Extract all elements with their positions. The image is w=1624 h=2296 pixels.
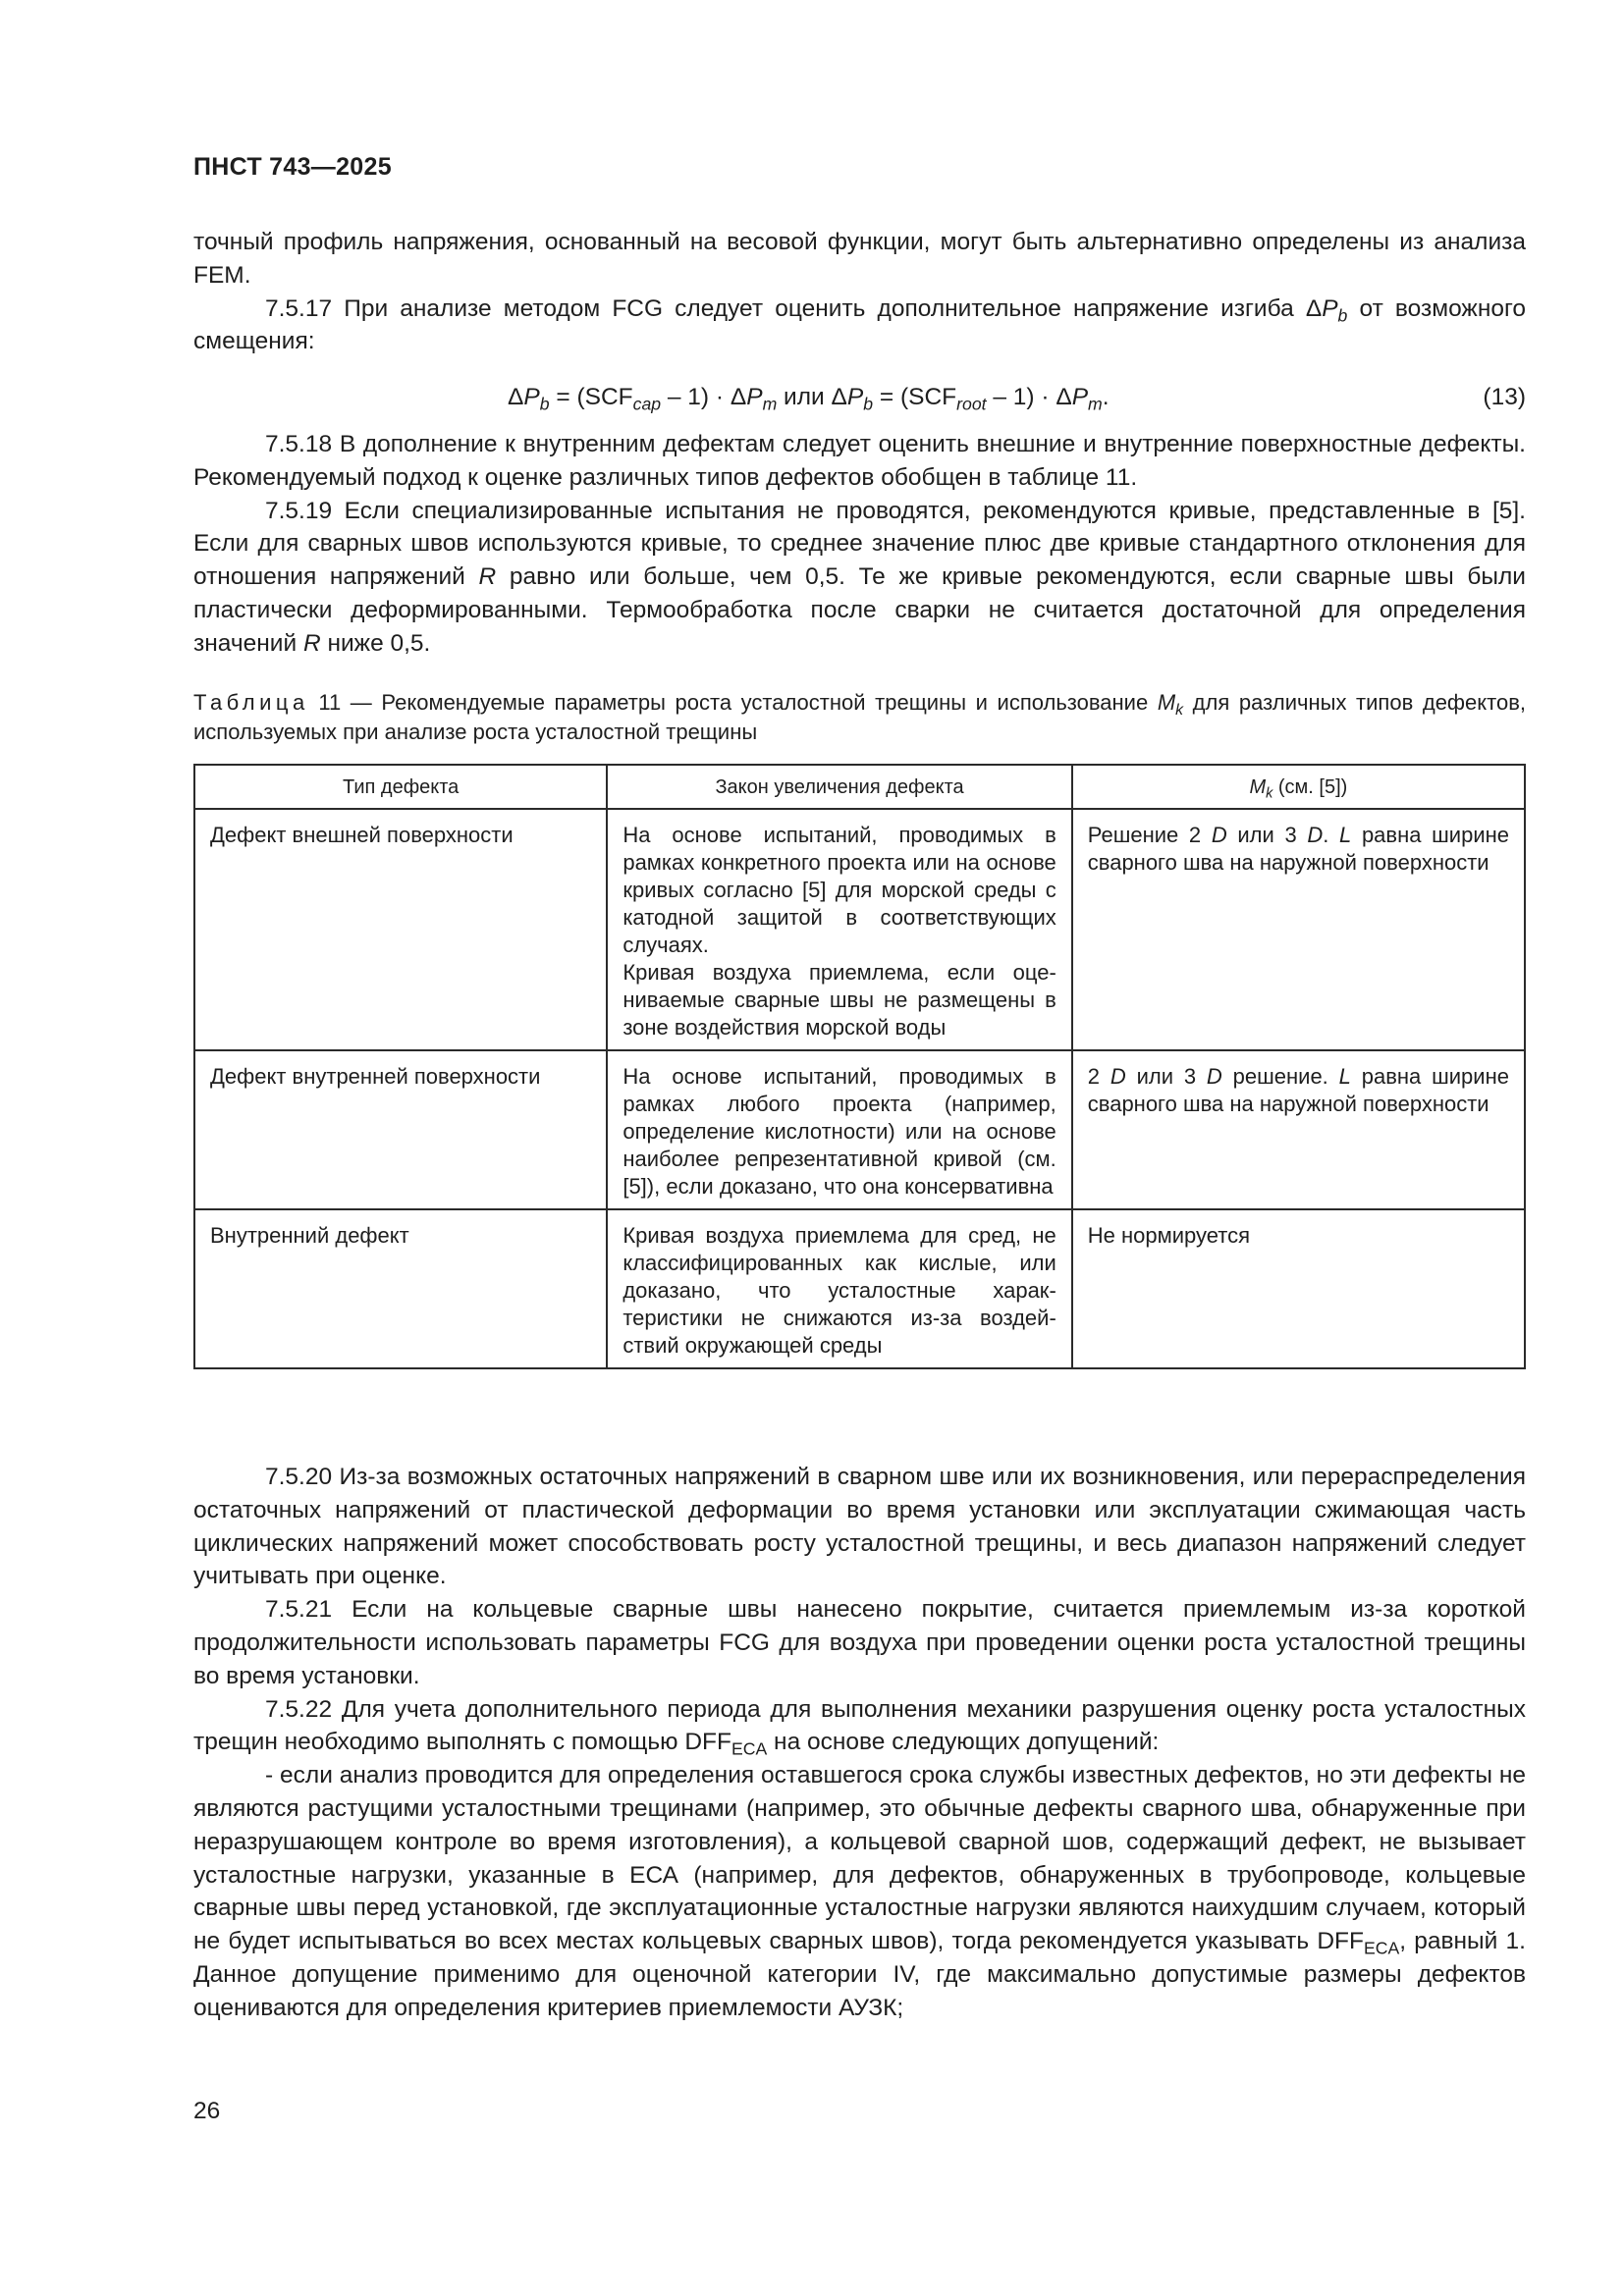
cell-mk: Не нормируется — [1072, 1209, 1525, 1368]
paragraph-7-5-22: 7.5.22 Для учета дополнительного периода для выполнения механики разрушения оценку роста усталостных трещин необходимо выполнять с помощью $DFF_{ECA}$ на основе следующих допущений: — [193, 1695, 1526, 1759]
paragraph-7-5-20: 7.5.20 Из-за возможных остаточных напряжений в сварном шве или их возникновения, или перераспределения остаточных напряжений от пластической деформации во время установки или эксплуатации сжимающая часть циклических напряжений может способствовать росту усталостной трещины, и весь диапазон напряжений следует учитывать при оценке. — [193, 1464, 1526, 1590]
paragraph-7-5-21: 7.5.21 Если на кольцевые сварные швы нанесено покрытие, считается приемлемым из-за короткой продолжительности использовать параметры FCG для воздуха при проведении оценки роста усталостной трещины во время установки. — [193, 1596, 1526, 1689]
table-row — [194, 809, 1525, 1050]
header-mk: $M_k$ (см. [5]) — [1072, 765, 1525, 809]
cell-mk: Решение 2 D или 3 D. L равна ширине сварного шва на наружной поверхности — [1072, 809, 1525, 1050]
formula-13 — [193, 381, 1526, 414]
table-row — [194, 1050, 1525, 1209]
formula-number: (13) — [1483, 384, 1526, 410]
cell-defect-type: Дефект внутренней поверхности — [194, 1050, 607, 1209]
paragraph-7-5-18: 7.5.18 В дополнение к внутренним дефектам следует оценить внешние и внутренние поверхностные дефекты. Рекомендуемый подход к оценке различных типов дефектов обобщен в таблице 11. — [193, 431, 1526, 491]
header-defect-type: Тип дефекта — [194, 765, 607, 809]
table-header-row — [194, 765, 1525, 809]
table-row — [194, 1209, 1525, 1368]
cell-defect-type: Дефект внешней поверхности — [194, 809, 607, 1050]
paragraph-fem: точный профиль напряжения, основанный на весовой функции, могут быть альтернативно определены из анализа FEM. — [193, 229, 1526, 289]
paragraph-7-5-19: 7.5.19 Если специализированные испытания не проводятся, рекомендуются кривые, представленные в [5]. Если для сварных швов используются кривые, то среднее значение плюс две кривые стандартного отклонения для отношения напряжений R равно или больше, чем 0,5. Те же кривые рекомендуются, если сварные швы были пластически деформированными. Термообработка после сварки не считается достаточной для определения значений R ниже 0,5. — [193, 497, 1526, 657]
header-growth-law: Закон увеличения дефекта — [607, 765, 1071, 809]
bottom-paragraphs — [193, 1461, 1526, 2025]
cell-growth-law: На основе испытаний, проводимых в рамках конкретного проекта или на основе кривых согласно [5] для морской среды с катодной защитой в соответствующих случаях. Кривая воздуха приемлема, если оцениваемые сварные швы не размещены в зоне воздействия морской воды — [607, 809, 1071, 1050]
document-header: ПНСТ 743—2025 — [193, 153, 392, 181]
cell-growth-law: На основе испытаний, проводимых в рамках любого проекта (например, определение кислотности) или на основе наиболее репрезентативной кривой (см. [5]), если доказано, что она консервативна — [607, 1050, 1071, 1209]
table-caption: Таблица 11 — Рекомендуемые параметры роста усталостной трещины и использование $M_k$ для различных типов дефектов, используемых при анализе роста усталостной трещины — [193, 690, 1526, 744]
top-paragraphs — [193, 226, 1526, 358]
cell-defect-type: Внутренний дефект — [194, 1209, 607, 1368]
cell-growth-law: Кривая воздуха приемлема для сред, не классифицированных как кислые, или доказано, что усталостные характеристики не снижаются из-за воздействий окружающей среды — [607, 1209, 1071, 1368]
defects-table — [193, 764, 1526, 1369]
paragraph-7-5-17: 7.5.17 При анализе методом FCG следует оценить дополнительное напряжение изгиба $\Delta P_b$ от возможного смещения: — [193, 294, 1526, 355]
cell-mk: 2 D или 3 D решение. L равна ширине сварного шва на наружной поверхности — [1072, 1050, 1525, 1209]
formula-expression: $\Delta P_b = (SCF_{cap} - 1) \cdot \Delta P_m$ или $\Delta P_b = (SCF_{root} - 1) \cdot \Delta P_m$. — [508, 384, 1110, 414]
page-number: 26 — [193, 2098, 221, 2124]
mid-paragraphs — [193, 428, 1526, 661]
list-item-assumption: - если анализ проводится для определения оставшегося срока службы известных дефектов, но эти дефекты не являются растущими усталостными трещинами (например, это обычные дефекты сварного шва, обнаруженные при неразрушающем контроле во время изготовления), а кольцевой сварной шов, содержащий дефект, не вызывает усталостные нагрузки, указанные в ЕСА (например, для дефектов, обнаруженных в трубопроводе, кольцевые сварные швы перед установкой, где эксплуатационные усталостные нагрузки являются наихудшим случаем, который не будет испытываться во всех местах кольцевых сварных швов), тогда рекомендуется указывать $DFF_{ECA}$, равный 1. Данное допущение применимо для оценочной категории IV, где максимально допустимые размеры дефектов оцениваются для определения критериев приемлемости АУЗК; — [193, 1762, 1526, 2021]
